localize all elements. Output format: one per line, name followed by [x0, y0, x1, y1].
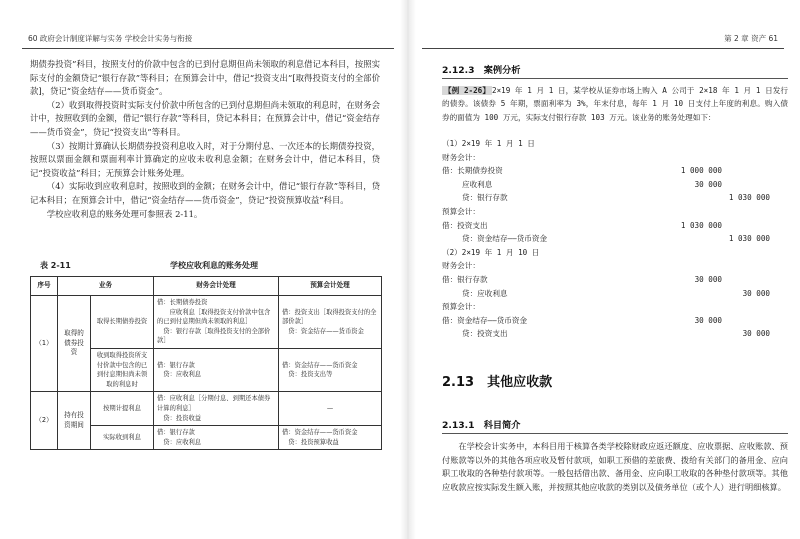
table-row [31, 296, 382, 349]
example-label: 【例 2-26】 [444, 86, 490, 95]
paragraph: （3）按期计算确认长期债券投资利息收入时，对于分期付息、一次还本的长期债券投资，按照以票面金额和票面利率计算确定的应收未收利息金额；在财务会计中，借记本科目，贷记“投资收益”科目；无预算会计账务处理。 [30, 140, 380, 178]
example-block [442, 84, 788, 124]
financial-cell: 借：银行存款 贷：应收利息 [154, 426, 279, 450]
journal-row [442, 287, 788, 301]
table-number: 表 2-11 [40, 261, 71, 270]
paragraph: （2）收到取得投资时实际支付价款中所包含的已到付息期但尚未领取的利息时，在财务会计中，按照收到的金额，借记“银行存款”等科目，贷记本科目；在预算会计中，借记“资金结存——货币资金”，贷记“投资支出”等科目。 [30, 99, 380, 137]
entry-account: 贷：投资支出 [462, 329, 508, 339]
journal-entries [442, 137, 788, 341]
journal-row [442, 219, 788, 233]
journal-row [442, 314, 788, 328]
header-financial: 财务会计处理 [154, 277, 279, 296]
seq-cell: （2） [31, 392, 58, 450]
sub-business-cell: 按期计提利息 [91, 392, 154, 426]
business-cell: 持有投资期间 [58, 392, 91, 450]
budget-cell: 借：资金结存——货币资金 贷：投资预算收益 [279, 426, 382, 450]
entry-account: 贷：银行存款 [462, 193, 508, 203]
section-heading-2-12-3: 2.12.3 案例分析 [442, 65, 521, 76]
journal-row [442, 327, 788, 341]
left-page [8, 0, 400, 539]
journal-row [442, 178, 788, 192]
right-page [416, 0, 792, 539]
entry-section-label: 预算会计： [442, 302, 480, 312]
credit-amount: 1 030 000 [728, 234, 770, 244]
journal-row [442, 205, 788, 219]
financial-cell: 借：应收利息［分期付息、到期还本债券计算的利息］ 贷：投资收益 [154, 392, 279, 426]
entry-account: 借：银行存款 [442, 274, 488, 284]
section-heading-2-13-1: 2.13.1 科目简介 [442, 420, 521, 431]
entry-account: 贷：应收利息 [462, 288, 508, 298]
debit-amount: 30 000 [694, 274, 722, 284]
entry-account: 借：资金结存——货币资金 [442, 315, 528, 325]
credit-amount: 1 030 000 [728, 193, 770, 203]
seq-cell: （1） [31, 296, 58, 392]
table-title: 学校应收利息的账务处理 [170, 261, 258, 270]
sub-business-cell: 实际收到利息 [91, 426, 154, 450]
right-running-head: 第 2 章 资产 61 [724, 34, 778, 43]
business-cell: 取得的债券投资 [58, 296, 91, 392]
right-body-text [442, 440, 788, 494]
credit-amount: 30 000 [742, 288, 770, 298]
debit-amount: 1 000 000 [680, 166, 722, 176]
table-row [31, 392, 382, 426]
left-running-head: 60 政府会计制度详解与实务 学校会计实务与衔接 [28, 34, 193, 43]
header-budget: 预算会计处理 [279, 277, 382, 296]
entry-date: （2）2×19 年 1 月 10 日 [442, 247, 540, 257]
right-header-rule [422, 48, 784, 49]
entry-account: 应收利息 [462, 179, 493, 189]
credit-amount: 30 000 [742, 329, 770, 339]
paragraph: 学校应收利息的账务处理可参照表 2-11。 [46, 208, 203, 219]
financial-cell: 借：长期债券投资 应收利息［取得投资支付价款中包含的已到付息期但尚未领取的利息］ 贷：银行存款［取得投资支付的全部价款］ [154, 296, 279, 349]
header-business: 业务 [58, 277, 154, 296]
example-paragraph [442, 84, 788, 124]
entry-section-label: 预算会计： [442, 206, 480, 216]
sub-business-cell: 收到取得投资所支付价款中包含的已到付息期但尚未领取的利息时 [91, 348, 154, 391]
entry-account: 借：长期债券投资 [442, 166, 503, 176]
header-seq: 序号 [31, 277, 58, 296]
journal-row [442, 259, 788, 273]
entry-section-label: 财务会计： [442, 152, 480, 162]
journal-row [442, 151, 788, 165]
section-underline [442, 78, 788, 79]
debit-amount: 30 000 [694, 315, 722, 325]
accounting-table [30, 276, 382, 450]
debit-amount: 30 000 [694, 179, 722, 189]
journal-row [442, 273, 788, 287]
book-gutter [400, 0, 416, 539]
sub-business-cell: 取得长期债券投资 [91, 296, 154, 349]
journal-row [442, 191, 788, 205]
entry-section-label: 财务会计： [442, 261, 480, 271]
budget-cell: 借：投资支出［取得投资支付的全部价款］ 贷：资金结存——货币资金 [279, 296, 382, 349]
debit-amount: 1 030 000 [680, 220, 722, 230]
financial-cell: 借：银行存款 贷：应收利息 [154, 348, 279, 391]
entry-date: （1）2×19 年 1 月 1 日 [442, 139, 535, 148]
budget-cell: 借：资金结存——货币资金 贷：投资支出等 [279, 348, 382, 391]
entry-account: 贷：资金结存——货币资金 [462, 234, 548, 244]
entry-account: 借：投资支出 [442, 220, 488, 230]
paragraph: （4）实际收到应收利息时，按照收到的金额；在财务会计中，借记“银行存款”等科目，贷记本科目；在预算会计中，借记“资金结存——货币资金”，贷记“投资预算收益”科目。 [30, 181, 380, 205]
table-header-row [31, 277, 382, 296]
section-underline [442, 433, 788, 434]
example-text: 2×19 年 1 月 1 日，某学校从证券市场上购入 A 公司于 2×18 年 1 月 1 日发行的债券。该债券 5 年期，票面利率为 3%，年末付息，每年 1 月 10 日支付上年度的利息。购入债券的面值为 100 万元，实际支付银行存款 103 万元。该业务的账务处理如下： [442, 86, 788, 122]
journal-row [442, 164, 788, 178]
journal-row [442, 137, 788, 151]
left-body-text [30, 58, 380, 221]
left-header-rule [22, 48, 394, 49]
journal-row [442, 246, 788, 260]
budget-cell: — [279, 392, 382, 426]
section-heading-2-13: 2.13 其他应收款 [442, 375, 553, 390]
journal-row [442, 300, 788, 314]
paragraph: 在学校会计实务中，本科目用于核算各类学校除财政应返还额度、应收票据、应收账款、预付账款等以外的其他各项应收及暂付款项，如职工预借的差旅费、拨给有关部门的备用金、应向职工收取的各种垫付款项等。一般包括借出款、备用金、应向职工收取的各种垫付款项等。其他应收款应按实际发生额入账，并按照其他应收款的类别以及债务单位（或个人）进行明细核算。 [442, 441, 788, 492]
journal-row [442, 232, 788, 246]
paragraph: 期债券投资”科目，按照支付的价款中包含的已到付息期但尚未领取的利息借记本科目，按照实际支付的金额贷记“银行存款”等科目；在预算会计中，借记“投资支出”[取得投资支付的全部价款]，贷记“资金结存——货币资金”。 [30, 59, 380, 97]
